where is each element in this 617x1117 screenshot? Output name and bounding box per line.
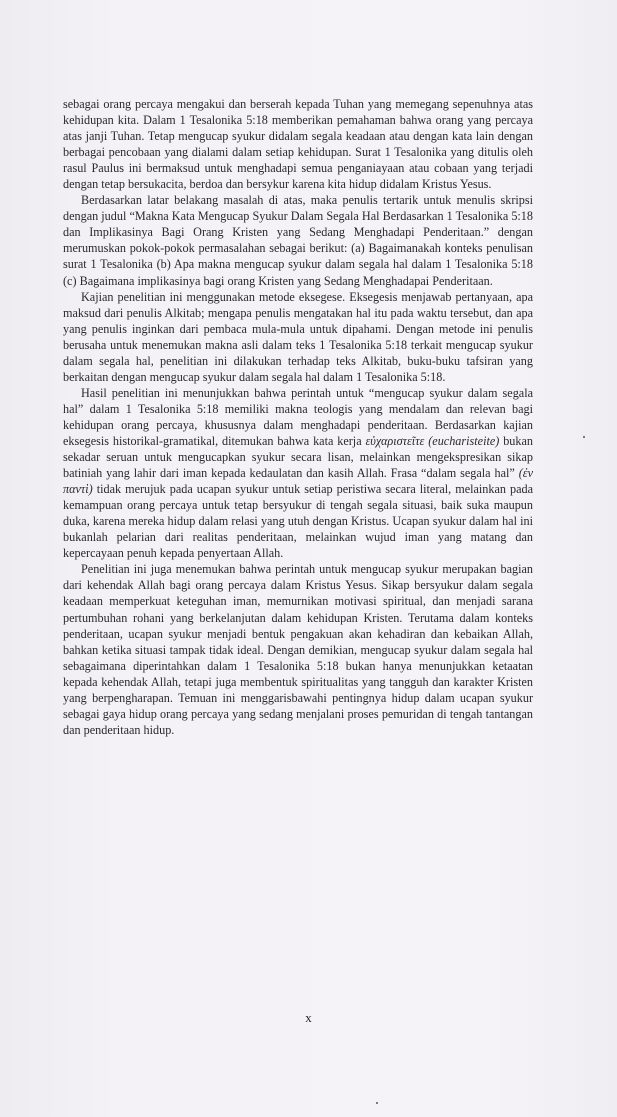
paragraph-3: Kajian penelitian ini menggunakan metode eksegese. Eksegesis menjawab pertanyaan, apa maksud dari penulis Alkitab; mengapa penulis mengatakan hal itu pada waktu tersebut, dan apa yang penulis inginkan dari pembaca mula-mula untuk dipahami. Dengan metode ini penulis berusaha untuk menemukan makna asli dalam teks 1 Tesalonika 5:18 terkait mengucap syukur dalam segala hal, penelitian ini dilakukan terhadap teks Alkitab, buku-buku tafsiran yang berkaitan dengan mengucap syukur dalam segala hal dalam 1 Tesalonika 5:18.	[63, 289, 533, 384]
paragraph-5: Penelitian ini juga menemukan bahwa perintah untuk mengucap syukur merupakan bagian dari kehendak Allah bagi orang percaya dalam Kristus Yesus. Sikap bersyukur dalam segala keadaan memperkuat keteguhan iman, memurnikan motivasi spiritual, dan menjadi sarana pertumbuhan rohani yang berkelanjutan dalam kehidupan Kristen. Terutama dalam konteks penderitaan, ucapan syukur menjadi bentuk pengakuan akan kehadiran dan kebaikan Allah, bahkan ketika situasi tampak tidak ideal. Dengan demikian, mengucap syukur dalam segala hal sebagaimana diperintahkan dalam 1 Tesalonika 5:18 bukan hanya menunjukkan ketaatan kepada kehendak Allah, tetapi juga membentuk spiritualitas yang tangguh dan karakter Kristen yang berpengharapan. Temuan ini menggarisbawahi pentingnya hidup dalam ucapan syukur sebagai gaya hidup orang percaya yang sedang menjalani proses pemuridan di tengah tantangan dan penderitaan hidup.	[63, 562, 533, 737]
paragraph-4-part-1: Hasil penelitian ini menunjukkan bahwa perintah untuk “mengucap syukur dalam segala hal” dalam 1 Tesalonika 5:18 memiliki makna teologis yang mendalam dan relevan bagi kehidupan orang percaya, khususnya dalam menghadapi penderitaan. Berdasarkan kajian eksegesis historikal-gramatikal, ditemukan bahwa kata kerja	[63, 385, 533, 448]
paragraph-4-part-3: tidak merujuk pada ucapan syukur untuk setiap peristiwa secara literal, melainkan pada kemampuan orang percaya untuk tetap bersyukur di tengah segala situasi, baik suka maupun duka, karena mereka hidup dalam relasi yang utuh dengan Kristus. Ucapan syukur dalam hal ini bukanlah pelarian dari realitas penderitaan, melainkan wujud iman yang matang dan kepercayaan penuh kepada penyertaan Allah.	[63, 482, 533, 561]
greek-term-en-panti: (ἐν παντὶ)	[63, 466, 533, 497]
scan-speck	[376, 1102, 378, 1104]
paragraph-2: Berdasarkan latar belakang masalah di atas, maka penulis tertarik untuk menulis skripsi dengan judul “Makna Kata Mengucap Syukur Dalam Segala Hal Berdasarkan 1 Tesalonika 5:18 dan Implikasinya Bagi Orang Kristen yang Sedang Menghadapi Penderitaan.” dengan merumuskan pokok-pokok permasalahan sebagai berikut: (a) Bagaimanakah konteks penulisan surat 1 Tesalonika (b) Apa makna mengucap syukur dalam segala hal dalam 1 Tesalonika 5:18 (c) Bagaimana implikasinya bagi orang Kristen yang Sedang Menghadapai Penderitaan.	[63, 193, 533, 288]
page-number: x	[305, 1010, 312, 1025]
greek-term-eucharisteite: εὐχαριστεῖτε (eucharisteite)	[365, 433, 500, 448]
paragraph-4	[63, 385, 533, 562]
paragraph-4-part-2: bukan sekadar seruan untuk mengucapkan syukur secara lisan, melainkan mengekspresikan sikap batiniah yang lahir dari iman kepada kedaulatan dan kasih Allah. Frasa “dalam segala hal”	[63, 433, 533, 481]
scan-speck	[583, 436, 585, 438]
paragraph-1: sebagai orang percaya mengakui dan berserah kepada Tuhan yang memegang sepenuhnya atas kehidupan kita. Dalam 1 Tesalonika 5:18 memberikan pemahaman bahwa orang yang percaya atas janji Tuhan. Tetap mengucap syukur didalam segala keadaan atau dengan kata lain dengan berbagai pencobaan yang dialami dalam setiap kehidupan. Surat 1 Tesalonika yang ditulis oleh rasul Paulus ini bermaksud untuk menghadapi semua penganiayaan atau cobaan yang terjadi dengan tetap bersukacita, berdoa dan bersykur karena kita hidup didalam Kristus Yesus.	[63, 97, 533, 192]
abstract-body	[63, 96, 533, 738]
